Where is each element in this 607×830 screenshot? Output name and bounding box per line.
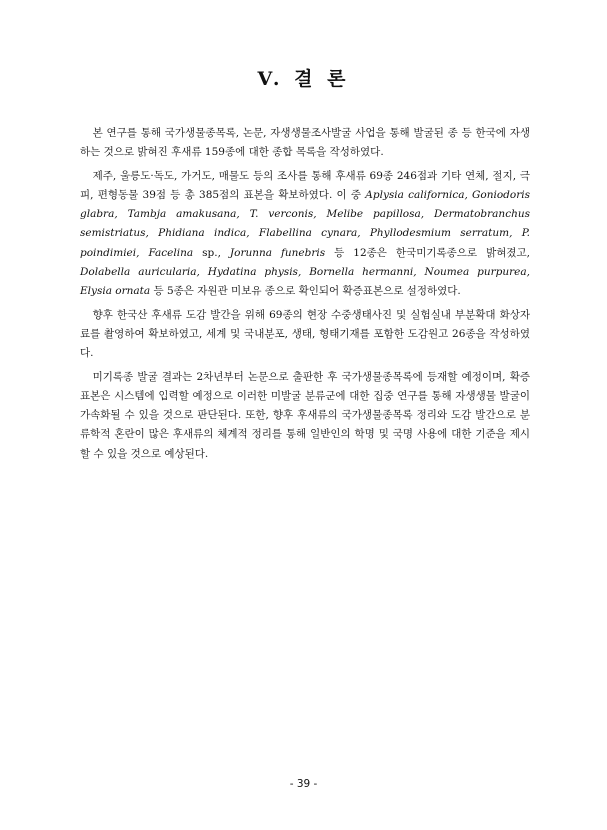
species-name-run: Dolabella auricularia, Hydatina physis, Bornella hermanni, Noumea purpurea, Elysia ornata	[80, 266, 530, 298]
species-name-run: Aplysia californica, Goniodoris glabra, Tambja amakusana, T. verconis, Melibe papillosa, Dermatobranchus semistriatus, Phidiana indica, Flabellina cynara, Phyllodesmium serratum, P. poindimiei, Facelina	[80, 188, 530, 259]
conclusion-body	[80, 124, 530, 468]
text-run: 등 5종은 자원관 미보유 종으로 확인되어 확증표본으로 설정하였다.	[150, 285, 461, 298]
text-run: sp.,	[193, 246, 230, 259]
chapter-title: V. 결 론	[257, 68, 350, 90]
paragraph-2	[80, 167, 530, 302]
text-run: 제주, 울릉도·독도, 가거도, 매물도 등의 조사를 통해 후새류 69종 246점과 기타 연체, 절지, 극피, 편형동물 39점 등 총 385점의 표본을 확보하였다. 이 중	[80, 169, 530, 201]
text-run: 등 12종은 한국미기록종으로 밝혀졌고,	[325, 246, 530, 259]
page-number: - 39 -	[289, 778, 318, 790]
paragraph-1: 본 연구를 통해 국가생물종목록, 논문, 자생생물조사발굴 사업을 통해 발굴된 종 등 한국에 자생하는 것으로 밝혀진 후새류 159종에 대한 종합 목록을 작성하였다.	[80, 127, 530, 159]
paragraph-3: 향후 한국산 후새류 도감 발간을 위해 69종의 현장 수중생태사진 및 실험실내 부분확대 화상자료를 촬영하여 확보하였고, 세계 및 국내분포, 생태, 형태기재를 포함한 도감원고 26종을 작성하였다.	[80, 308, 530, 360]
species-name-run: Jorunna funebris	[229, 246, 326, 259]
paragraph-4: 미기록종 발굴 결과는 2차년부터 논문으로 출판한 후 국가생물종목록에 등재할 예정이며, 확증표본은 시스템에 입력할 예정으로 이러한 미발굴 분류군에 대한 집중 연구를 통해 자생생물 발굴이 가속화될 수 있을 것으로 판단된다. 또한, 향후 후새류의 국가생물종목록 정리와 도감 발간으로 분류학적 혼란이 많은 후새류의 체계적 정리를 통해 일반인의 학명 및 국명 사용에 대한 기준을 제시할 수 있을 것으로 예상된다.	[80, 370, 530, 460]
